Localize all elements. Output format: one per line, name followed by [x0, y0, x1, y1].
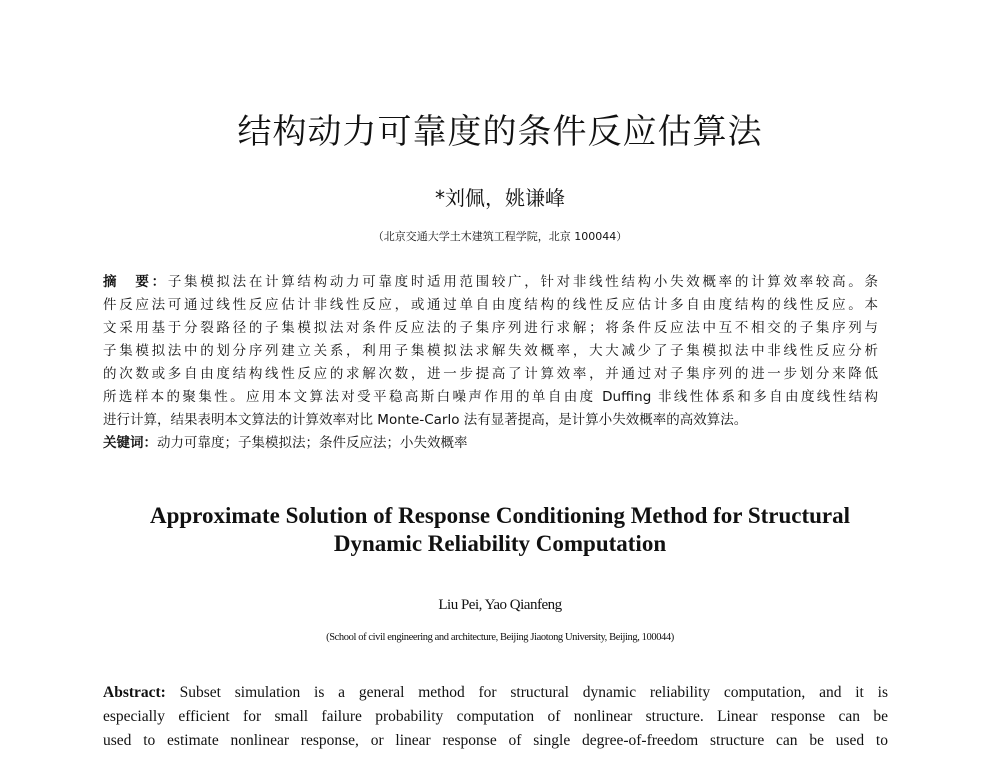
abstract-cn-line: 文采用基于分裂路径的子集模拟法对条件反应法的子集序列进行求解；将条件反应法中互不相交的子集序列与	[103, 320, 878, 336]
abstract-cn-line: 子集模拟法中的划分序列建立关系，利用子集模拟法求解失效概率，大大减少了子集模拟法中非线性反应分析	[103, 343, 878, 359]
abstract-en-line: used to estimate nonlinear response, or linear response of single degree-of-freedom structure can be used to	[103, 732, 888, 749]
authors-cn: *刘佩，姚谦峰	[435, 186, 565, 210]
paper-title-en: Approximate Solution of Response Conditioning Method for Structural Dynamic Reliability Computation	[149, 503, 851, 556]
abstract-cn-line: 件反应法可通过线性反应估计非线性反应，或通过单自由度结构的线性反应估计多自由度结构的线性反应。本	[103, 297, 878, 313]
abstract-en-label: Abstract:	[103, 684, 166, 701]
abstract-cn-line: 所选样本的聚集性。应用本文算法对受平稳高斯白噪声作用的单自由度 Duffing 非线性体系和多自由度线性结构	[103, 389, 878, 405]
paper-title-cn: 结构动力可靠度的条件反应估算法	[237, 112, 763, 152]
affiliation-cn: （北京交通大学土木建筑工程学院，北京 100044）	[372, 230, 628, 243]
keywords-cn: 关键词：动力可靠度；子集模拟法；条件反应法；小失效概率	[103, 435, 468, 451]
abstract-cn-line: 摘 要：子集模拟法在计算结构动力可靠度时适用范围较广，针对非线性结构小失效概率的计算效率较高。条	[103, 274, 879, 290]
abstract-cn-label: 摘 要：	[103, 274, 168, 290]
abstract-en-line: Abstract: Subset simulation is a general method for structural dynamic reliability computation, and it is	[103, 684, 888, 701]
abstract-cn-line: 的次数或多自由度结构线性反应的求解次数，进一步提高了计算效率，并通过对子集序列的进一步划分来降低	[103, 366, 878, 382]
abstract-en-line: especially efficient for small failure probability computation of nonlinear structure. Linear response can be	[103, 708, 888, 725]
authors-en: Liu Pei, Yao Qianfeng	[438, 597, 562, 613]
affiliation-en: (School of civil engineering and architecture, Beijing Jiaotong University, Beijing, 100044)	[326, 632, 674, 643]
abstract-cn-line: 进行计算，结果表明本文算法的计算效率对比 Monte-Carlo 法有显著提高，是计算小失效概率的高效算法。	[103, 412, 748, 428]
